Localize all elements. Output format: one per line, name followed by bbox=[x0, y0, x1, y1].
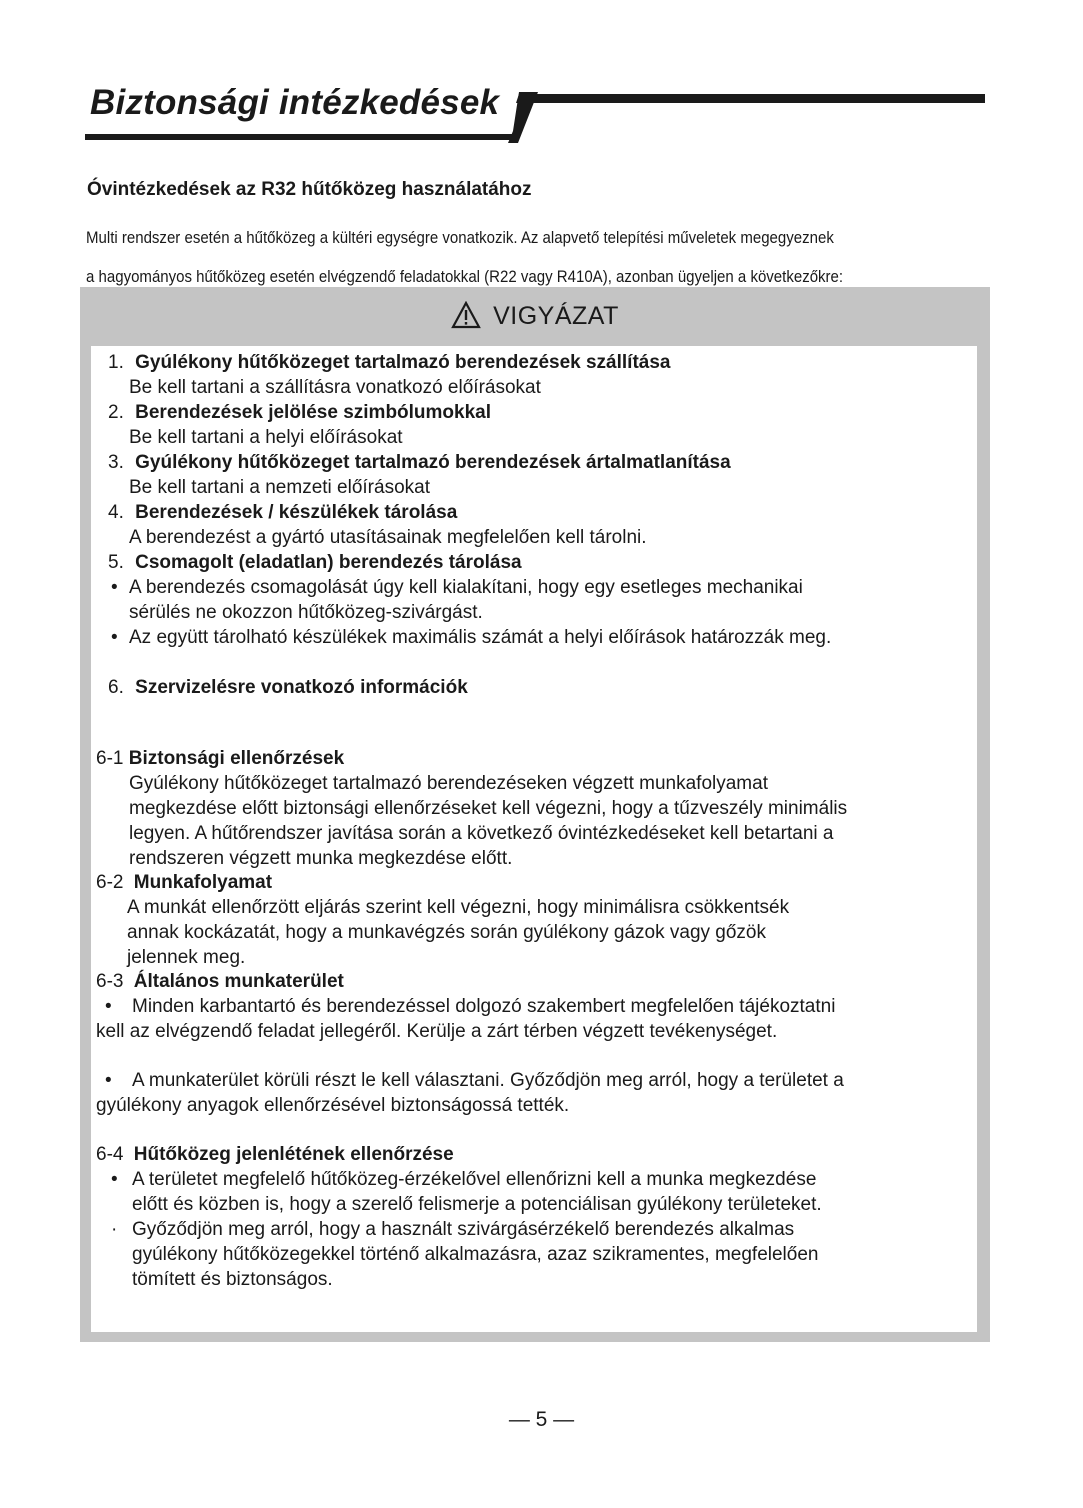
bullet-text: gyúlékony anyagok ellenőrzésével biztonságossá tették. bbox=[96, 1095, 570, 1116]
subsection-line: Gyúlékony hűtőközeget tartalmazó berendezéseken végzett munkafolyamat bbox=[129, 773, 768, 794]
list-item bbox=[108, 675, 468, 700]
item-title: Csomagolt (eladatlan) berendezés tárolása bbox=[135, 552, 522, 573]
item-number: 2. bbox=[108, 402, 124, 423]
caution-body bbox=[91, 346, 977, 1332]
subsection-line: A munkát ellenőrzött eljárás szerint kell végezni, hogy minimálisra csökkentsék bbox=[127, 897, 790, 918]
bullet-text: tömített és biztonságos. bbox=[132, 1269, 333, 1290]
bullet-text: Győződjön meg arról, hogy a használt szivárgásérzékelő berendezés alkalmas bbox=[132, 1219, 795, 1240]
item-title: Gyúlékony hűtőközeget tartalmazó berendezések ártalmatlanítása bbox=[135, 452, 731, 473]
subsection-line: legyen. A hűtőrendszer javítása során a következő óvintézkedéseket kell betartani a bbox=[129, 823, 834, 844]
bullet-icon: • bbox=[111, 627, 118, 648]
bullet-icon: • bbox=[105, 1070, 112, 1091]
subsection-title: Munkafolyamat bbox=[133, 872, 273, 893]
list-item bbox=[108, 550, 522, 575]
caution-box bbox=[80, 287, 990, 1342]
item-title: Berendezések / készülékek tárolása bbox=[135, 502, 458, 523]
subsection-number: 6-1 bbox=[96, 748, 124, 769]
bullet-text: A munkaterület körüli részt le kell választani. Győződjön meg arról, hogy a területet a bbox=[132, 1070, 844, 1091]
item-number: 5. bbox=[108, 552, 124, 573]
caution-label: VIGYÁZAT bbox=[493, 301, 619, 330]
subsection-number: 6-3 bbox=[96, 971, 124, 992]
caution-header bbox=[80, 287, 990, 345]
subsection-number: 6-2 bbox=[96, 872, 124, 893]
intro-line: Multi rendszer esetén a hűtőközeg a kültéri egységre vonatkozik. Az alapvető telepítési műveletek megegyeznek bbox=[86, 229, 834, 247]
item-text: A berendezést a gyártó utasításainak megfelelően kell tárolni. bbox=[129, 527, 647, 548]
subsection-title: Általános munkaterület bbox=[133, 971, 344, 992]
bullet-text: Minden karbantartó és berendezéssel dolgozó szakembert megfelelően tájékoztatni bbox=[132, 996, 836, 1017]
list-item bbox=[108, 350, 671, 375]
bullet-text: A területet megfelelő hűtőközeg-érzékelővel ellenőrizni kell a munka megkezdése bbox=[132, 1169, 817, 1190]
subsection-line: annak kockázatát, hogy a munkavégzés során gyúlékony gázok vagy gőzök bbox=[127, 922, 766, 943]
bullet-text: A berendezés csomagolását úgy kell kialakítani, hogy egy esetleges mechanikai bbox=[129, 577, 803, 598]
subsection-title: Hűtőközeg jelenlétének ellenőrzése bbox=[133, 1144, 454, 1165]
item-number: 4. bbox=[108, 502, 124, 523]
intro-line: a hagyományos hűtőközeg esetén elvégzendő feladatokkal (R22 vagy R410A), azonban ügyeljen a következőkre: bbox=[86, 268, 844, 286]
subsection-line: rendszeren végzett munka megkezdése előtt. bbox=[129, 848, 513, 869]
list-item bbox=[108, 400, 491, 425]
page-number: — 5 — bbox=[508, 1408, 575, 1431]
item-number: 3. bbox=[108, 452, 124, 473]
page-title: Biztonsági intézkedések bbox=[90, 83, 500, 122]
subsection-heading bbox=[96, 969, 344, 994]
bullet-icon: · bbox=[111, 1219, 118, 1240]
item-text: Be kell tartani a szállításra vonatkozó előírásokat bbox=[129, 377, 541, 398]
warning-triangle-icon bbox=[451, 301, 481, 329]
title-block bbox=[0, 0, 1083, 160]
bullet-text: Az együtt tárolható készülékek maximális számát a helyi előírások határozzák meg. bbox=[129, 627, 832, 648]
bullet-text: kell az elvégzendő feladat jellegéről. Kerülje a zárt térben végzett tevékenységet. bbox=[96, 1021, 778, 1042]
subsection-number: 6-4 bbox=[96, 1144, 124, 1165]
intro-paragraph bbox=[86, 219, 932, 297]
subsection-heading bbox=[96, 870, 272, 895]
bullet-icon: • bbox=[111, 577, 118, 598]
item-number: 6. bbox=[108, 677, 124, 698]
bullet-text: előtt és közben is, hogy a szerelő felismerje a potenciálisan gyúlékony területeket. bbox=[132, 1194, 822, 1215]
item-text: Be kell tartani a nemzeti előírásokat bbox=[129, 477, 430, 498]
subsection-heading bbox=[96, 1142, 454, 1167]
bullet-icon: • bbox=[105, 996, 112, 1017]
item-title: Szervizelésre vonatkozó információk bbox=[135, 677, 468, 698]
item-number: 1. bbox=[108, 352, 124, 373]
bullet-text: gyúlékony hűtőközegekkel történő alkalmazásra, azaz szikramentes, megfelelően bbox=[132, 1244, 819, 1265]
item-title: Berendezések jelölése szimbólumokkal bbox=[135, 402, 492, 423]
subsection-line: jelennek meg. bbox=[127, 947, 246, 968]
bullet-icon: • bbox=[111, 1169, 118, 1190]
item-text: Be kell tartani a helyi előírásokat bbox=[129, 427, 403, 448]
bullet-text: sérülés ne okozzon hűtőközeg-szivárgást. bbox=[129, 602, 483, 623]
section-heading: Óvintézkedések az R32 hűtőközeg használatához bbox=[87, 179, 532, 200]
item-title: Gyúlékony hűtőközeget tartalmazó berendezések szállítása bbox=[135, 352, 671, 373]
subsection-heading bbox=[96, 746, 344, 771]
list-item bbox=[108, 450, 731, 475]
subsection-title: Biztonsági ellenőrzések bbox=[128, 748, 345, 769]
subsection-line: megkezdése előtt biztonsági ellenőrzéseket kell végezni, hogy a tűzveszély minimális bbox=[129, 798, 848, 819]
list-item bbox=[108, 500, 457, 525]
title-underline-decoration bbox=[0, 0, 1083, 160]
